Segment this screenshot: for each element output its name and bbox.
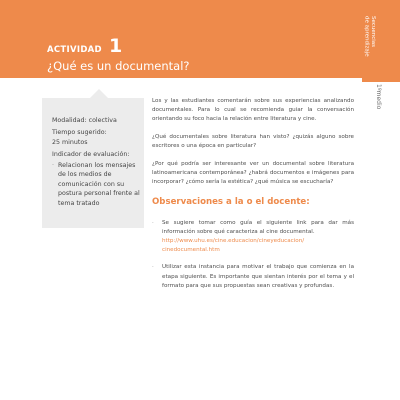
- paragraph: ¿Qué documentales sobre literatura han visto? ¿quizás alguno sobre escritores o una época en particular?: [152, 134, 354, 150]
- indicator-line: comunicación con su: [58, 180, 125, 188]
- indicator-label: Indicador de evaluación:: [52, 151, 130, 159]
- time-value: 25 minutos: [52, 138, 88, 146]
- modality-text: Modalidad: colectiva: [52, 117, 117, 124]
- main-content: [152, 97, 354, 299]
- link-line-1[interactable]: http://www.uhu.es/cine.educacion/cineyeducacion/: [162, 238, 305, 245]
- indicator-line: Relacionan los mensajes: [58, 161, 136, 169]
- indicator-text: [58, 161, 140, 208]
- link-line-2[interactable]: cinedocumental.htm: [162, 247, 220, 254]
- indicator-line: tema tratado: [58, 199, 100, 207]
- sidebar-content: [52, 116, 142, 208]
- observation2-text: Utilizar esta instancia para motivar el trabajo que comienza en la etapa siguiente. Es importante que sientan interés por el tema y el formato para que sus propuestas sean creativas y profundas.: [162, 264, 354, 289]
- observation-item: [152, 219, 354, 255]
- indicator-line: postura personal frente al: [58, 190, 140, 198]
- observation1-text: Se sugiere tomar como guía el siguiente link para dar más información sobre qué caracteriza al cine documental.: [162, 220, 354, 236]
- observations-heading: Observaciones a la o el docente:: [152, 197, 310, 208]
- indicator-line: de los medios de: [58, 171, 112, 179]
- bullet-icon: ·: [152, 220, 154, 227]
- documentary-link[interactable]: [162, 237, 354, 255]
- side-tab-line2: de aprendizaje: [363, 16, 370, 57]
- side-tab-label: [363, 16, 376, 76]
- activity-heading: [47, 37, 122, 56]
- page-title: ¿Qué es un documental?: [47, 59, 190, 73]
- side-tab-line1: Secuencias: [370, 16, 376, 48]
- bullet-icon: ·: [152, 264, 154, 271]
- time-label: Tiempo sugerido:: [52, 129, 107, 137]
- indicator-item: [52, 161, 142, 208]
- activity-label: ACTIVIDAD: [47, 45, 102, 55]
- paragraph: ¿Por qué podría ser interesante ver un documental sobre literatura latinoamericana contemporánea? ¿habrá documentos e imágenes para incorporar? ¿cómo sería la estética? ¿qué música se escucharía?: [152, 161, 354, 186]
- sidebar-notch: [90, 89, 108, 98]
- observation-text: [162, 219, 354, 255]
- bullet-icon: ·: [52, 161, 55, 169]
- grade-label: 1ºmedio: [375, 84, 382, 110]
- observation-item: [152, 263, 354, 290]
- paragraph: Los y las estudiantes comentarán sobre sus experiencias analizando documentales. Para lo cual se recomienda guiar la conversación orientando su foco hacia la relación entre literatura y cine.: [152, 98, 354, 123]
- activity-number: 1: [109, 35, 123, 57]
